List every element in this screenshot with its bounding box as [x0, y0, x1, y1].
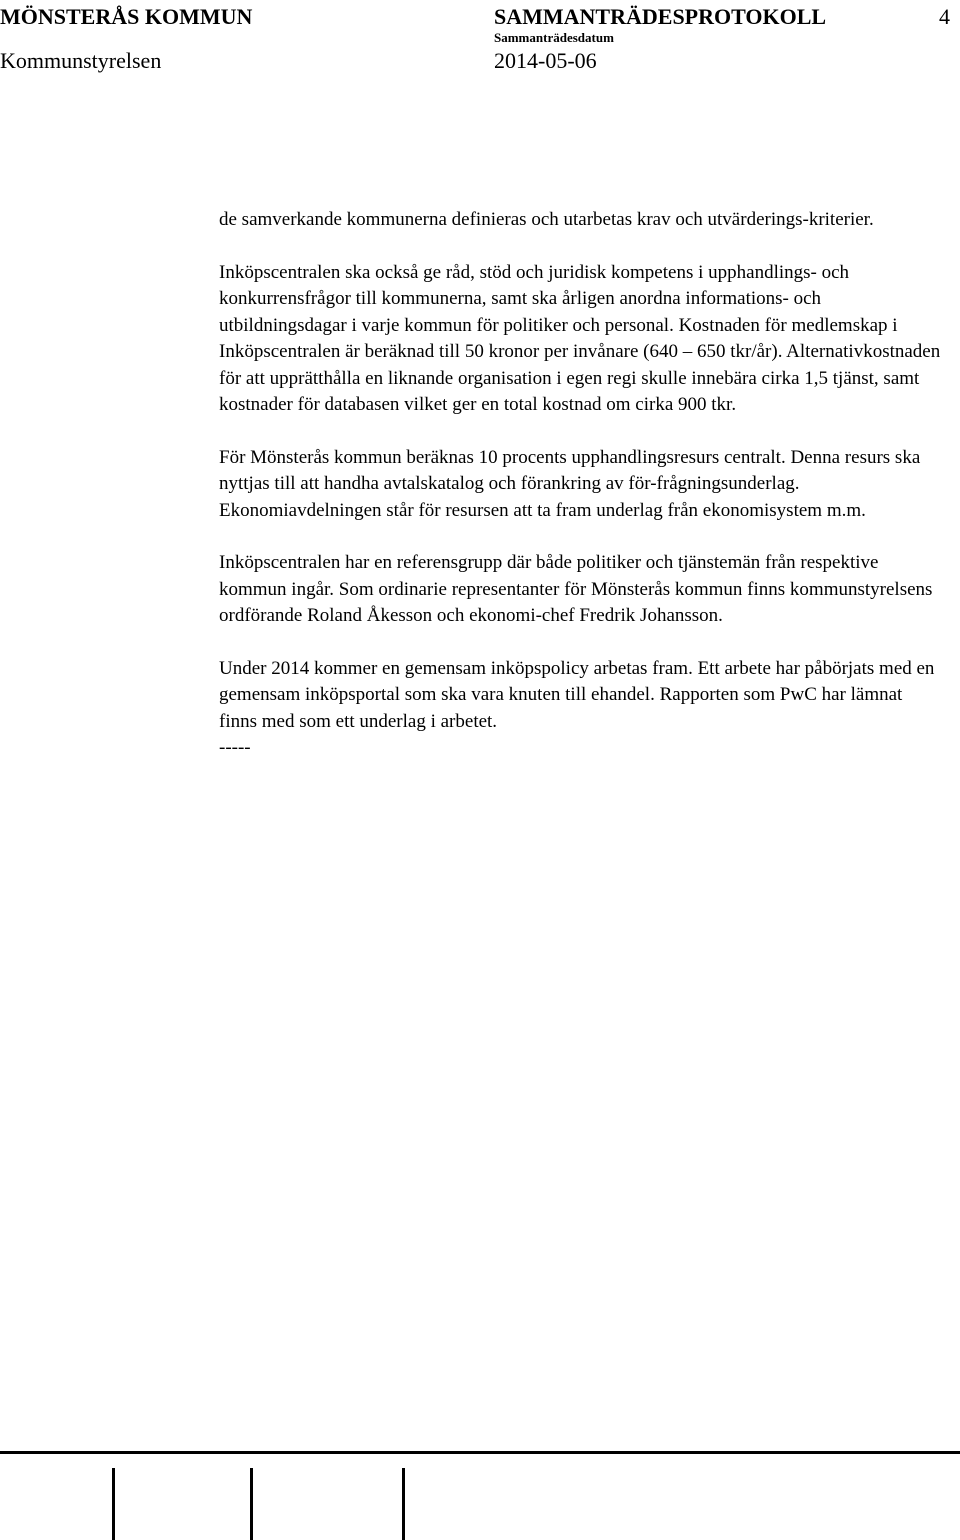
- end-mark: -----: [219, 737, 251, 758]
- paragraph-3: För Mönsterås kommun beräknas 10 procents upphandlingsresurs centralt. Denna resurs ska nyttjas till att handha avtalskatalog och förankring av för-frågningsunderlag. Ekonomiavdelningen står för resursen att ta fram underlag från ekonomisystem m.m.: [219, 446, 921, 521]
- paragraph-4: Inköpscentralen har en referensgrupp där både politiker och tjänstemän från respektive kommun ingår. Som ordinarie representanter för Mönsterås kommun finns kommunstyrelsens ordförande Roland Åkesson och ekonomi-chef Fredrik Johansson.: [219, 552, 933, 626]
- meeting-date: 2014-05-06: [494, 48, 597, 73]
- footer-divider: [0, 1451, 960, 1454]
- signature-box-divider: [250, 1468, 253, 1540]
- meeting-date-label: Sammanträdesdatum: [494, 30, 614, 45]
- governing-body: Kommunstyrelsen: [0, 48, 162, 73]
- document-type: SAMMANTRÄDESPROTOKOLL: [494, 4, 827, 29]
- signature-box-divider: [112, 1468, 115, 1540]
- paragraph-5: Under 2014 kommer en gemensam inköpspolicy arbetas fram. Ett arbete har påbörjats med en gemensam inköpsportal som ska vara knuten till ehandel. Rapporten som PwC har lämnat finns med som ett underlag i arbetet.: [219, 657, 935, 732]
- signature-box-divider: [402, 1468, 405, 1540]
- page-number: 4: [939, 4, 950, 29]
- paragraph-2: Inköpscentralen ska också ge råd, stöd och juridisk kompetens i upphandlings- och konkurrensfrågor till kommunerna, samt ska årligen anordna informations- och utbildningsdagar i varje kommun för politiker och personal. Kostnaden för medlemskap i Inköpscentralen är beräknad till 50 kronor per invånare (640 – 650 tkr/år). Alternativkostnaden för att upprätthålla en liknande organisation i egen regi skulle innebära cirka 1,5 tjänst, samt kostnader för databasen vilket ger en total kostnad om cirka 900 tkr.: [219, 261, 941, 415]
- paragraph-1: de samverkande kommunerna definieras och utarbetas krav och utvärderings-kriterier.: [219, 209, 874, 230]
- organization-name: MÖNSTERÅS KOMMUN: [0, 4, 253, 29]
- minutes-body: [219, 207, 941, 762]
